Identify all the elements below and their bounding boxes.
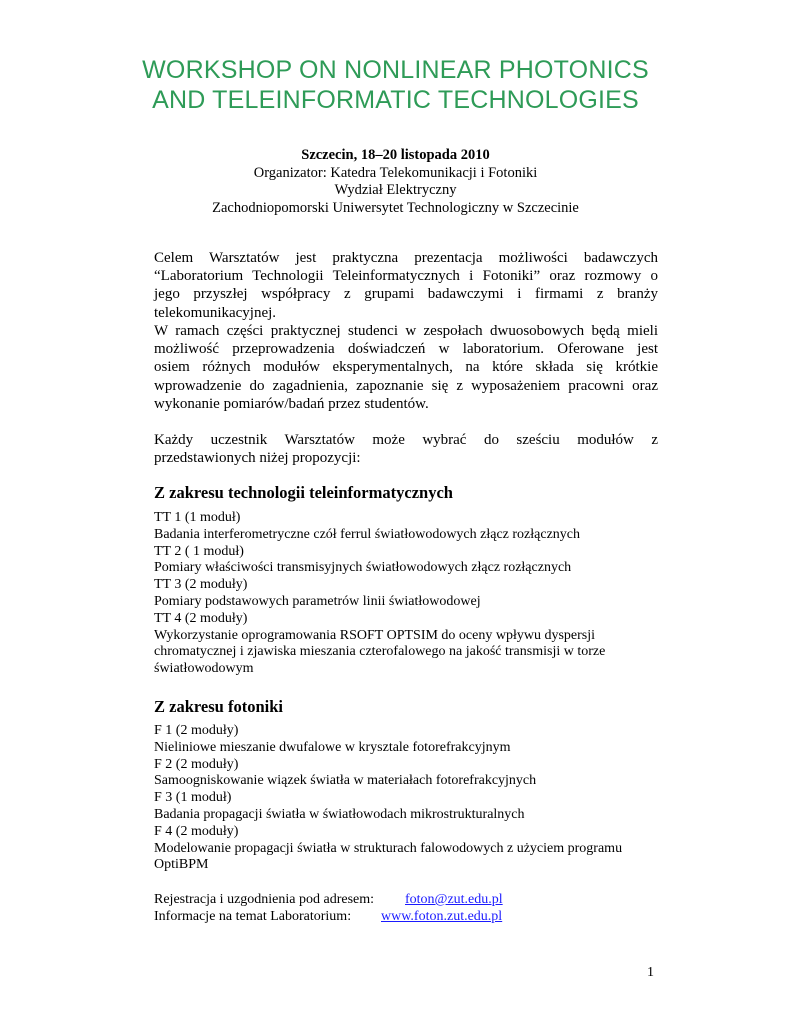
text-line: telekomunikacyjnej.: [154, 304, 277, 321]
text-line: Celem Warsztatów jest praktyczna prezentacja możliwości badawczych: [154, 250, 658, 266]
text-line: możliwość przeprowadzenia doświadczeń w laboratorium. Oferowane jest: [154, 341, 658, 358]
list-item: F 2 (2 moduły): [154, 756, 239, 772]
intro-paragraph-2: [154, 322, 658, 413]
info-label: Informacje na temat Laboratorium:: [154, 909, 352, 924]
list-item: TT 3 (2 moduły): [154, 577, 248, 593]
info-url-link[interactable]: www.foton.zut.edu.pl: [381, 909, 503, 924]
registration-label: Rejestracja i uzgodnienia pod adresem:: [154, 892, 375, 907]
intro-paragraph-1: [154, 249, 658, 322]
text-line: osiem różnych modułów eksperymentalnych, na które składa się krótkie: [154, 359, 658, 376]
text-line: W ramach części praktycznej studenci w zespołach dwuosobowych będą mieli: [154, 323, 658, 339]
document-title: [0, 55, 791, 115]
page-number: 1: [647, 965, 654, 980]
list-item: TT 4 (2 moduły): [154, 610, 248, 626]
intro-paragraph-3: [154, 431, 658, 467]
list-item: F 1 (2 moduły): [154, 723, 239, 738]
list-item: F 4 (2 moduły): [154, 823, 239, 839]
list-item: światłowodowym: [154, 661, 254, 677]
text-line: wprowadzenie do zagadnienia, zapoznanie się z wyposażeniem pracowni oraz: [154, 377, 658, 394]
text-line: wykonanie pomiarów/badań przez studentów.: [154, 395, 429, 412]
faculty: Wydział Elektryczny: [334, 182, 457, 198]
list-item: Pomiary właściwości transmisyjnych światłowodowych złącz rozłącznych: [154, 560, 572, 576]
list-item: chromatycznej i zjawiska mieszania czterofalowego na jakość transmisji w torze: [154, 644, 606, 660]
list-item: Badania propagacji światła w światłowodach mikrostrukturalnych: [154, 806, 525, 822]
list-item: Modelowanie propagacji światła w strukturach falowodowych z użyciem programu: [154, 840, 623, 856]
text-line: Każdy uczestnik Warsztatów może wybrać do sześciu modułów z: [154, 432, 658, 448]
list-item: TT 2 ( 1 moduł): [154, 543, 244, 559]
list-item: Samoogniskowanie wiązek światła w materiałach fotorefrakcyjnych: [154, 773, 537, 789]
module-list-teleinformatic: [154, 510, 674, 678]
list-item: Badania interferometryczne czół ferrul światłowodowych złącz rozłącznych: [154, 526, 581, 542]
module-list-photonics: [154, 723, 674, 874]
list-item: Nieliniowe mieszanie dwufalowe w krysztale fotorefrakcyjnym: [154, 739, 511, 755]
title-line-2: AND TELEINFORMATIC TECHNOLOGIES: [152, 86, 639, 114]
list-item: OptiBPM: [154, 857, 209, 873]
event-header: [0, 147, 791, 217]
info-line: [154, 908, 503, 925]
section-heading-photonics: Z zakresu fotoniki: [154, 697, 283, 716]
university: Zachodniopomorski Uniwersytet Technologiczny w Szczecinie: [212, 199, 579, 216]
list-item: Pomiary podstawowych parametrów linii światłowodowej: [154, 593, 481, 609]
organizer: Organizator: Katedra Telekomunikacji i Fotoniki: [253, 164, 538, 181]
text-line: jego przyszłej współpracy z grupami badawczymi i firmami z branży: [154, 286, 658, 303]
registration-email-link[interactable]: foton@zut.edu.pl: [405, 892, 503, 907]
place-date: Szczecin, 18–20 listopada 2010: [301, 147, 490, 163]
list-item: Wykorzystanie oprogramowania RSOFT OPTSIM do oceny wpływu dyspersji: [154, 627, 596, 643]
text-line: przedstawionych niżej propozycji:: [154, 450, 361, 467]
title-line-1: WORKSHOP ON NONLINEAR PHOTONICS: [142, 56, 649, 84]
registration-line: [154, 891, 503, 908]
list-item: TT 1 (1 moduł): [154, 510, 241, 525]
section-heading-teleinformatic: Z zakresu technologii teleinformatycznych: [154, 483, 453, 502]
list-item: F 3 (1 moduł): [154, 790, 232, 806]
text-line: “Laboratorium Technologii Teleinformatycznych i Fotoniki” oraz rozmowy o: [154, 268, 658, 285]
